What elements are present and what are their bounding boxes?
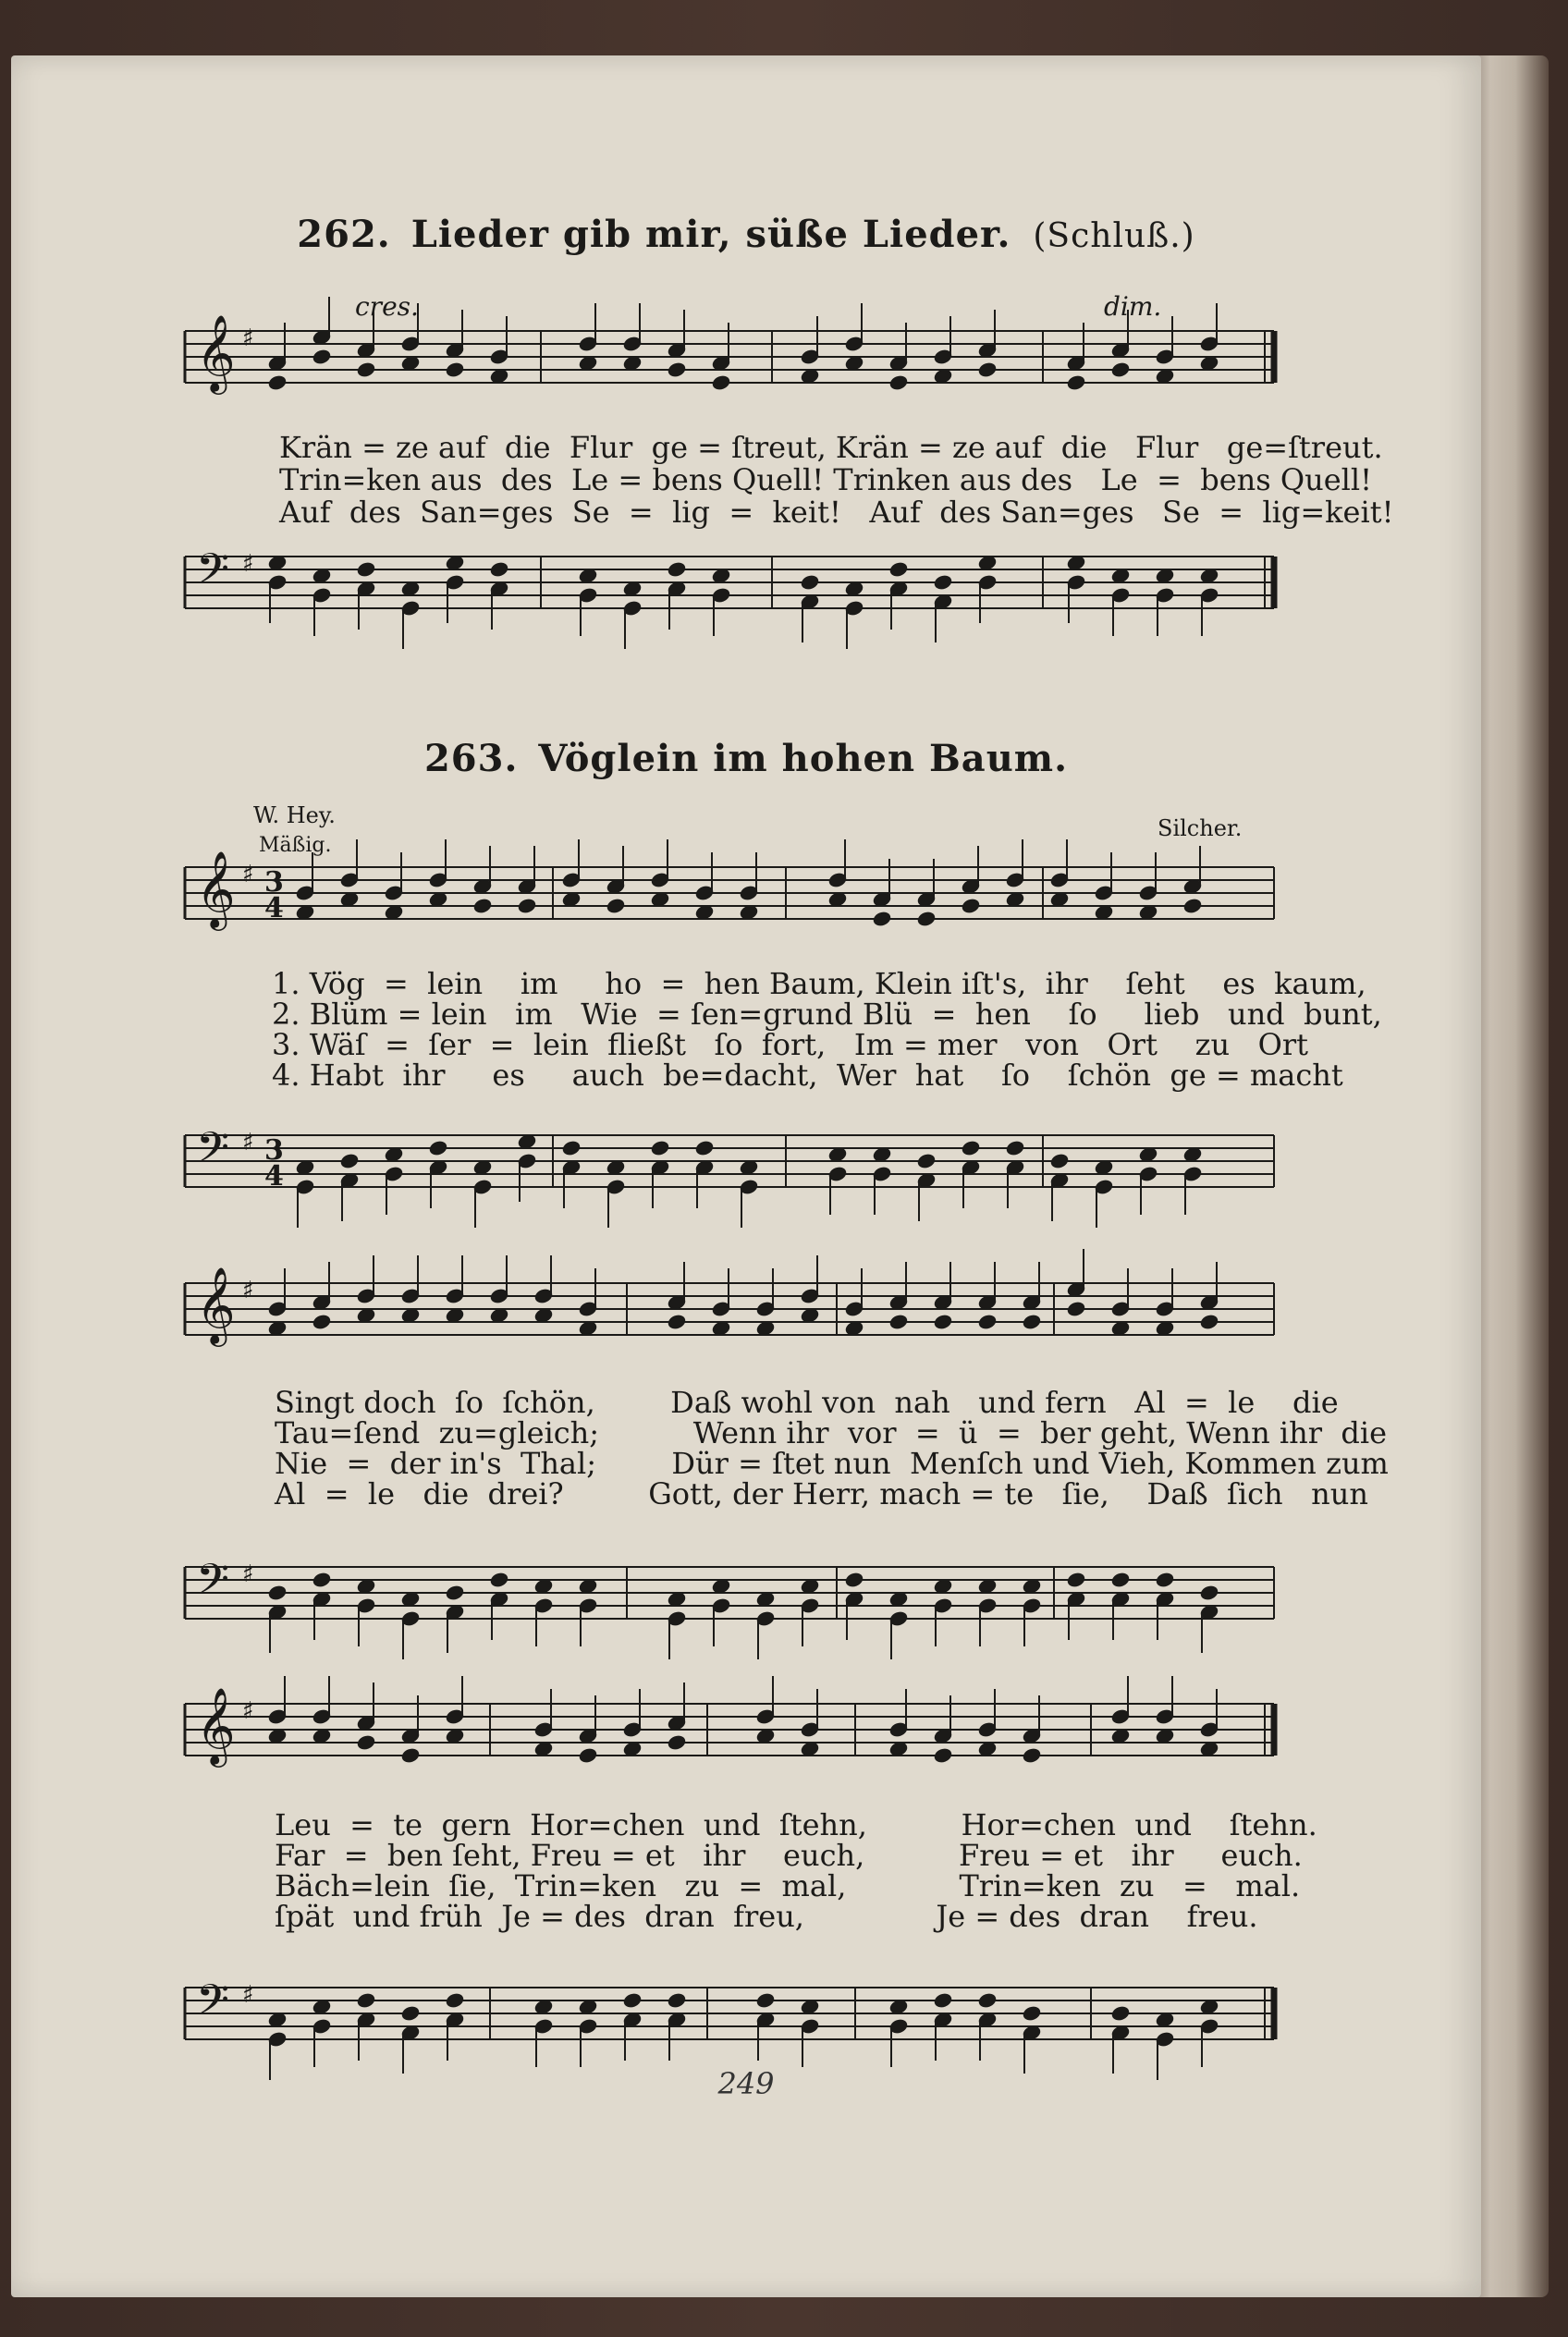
- note-head: [800, 574, 819, 591]
- note-head: [445, 1585, 464, 1601]
- note-head: [312, 1314, 331, 1330]
- notes: [267, 297, 1219, 2080]
- note-head: [933, 1992, 952, 2009]
- note-head: [489, 1572, 508, 1588]
- note-head: [1199, 1314, 1219, 1330]
- system2-lyric-verse-1: Singt doch ſo ſchön, Daß wohl von nah und fern Al = le die: [275, 1385, 1339, 1420]
- system1-lyric-verse-1: 1. Vög = lein im ho = hen Baum, Klein iſt's, ihr ſeht es kaum,: [272, 966, 1366, 1001]
- note-head: [312, 1572, 331, 1588]
- system3-lyric-verse-1: Leu = te gern Hor=chen und ſtehn, Hor=chen und ſtehn.: [275, 1807, 1317, 1842]
- dynamic-dim: dim.: [1104, 291, 1162, 322]
- system3-lyric-verse-4: ſpät und früh Je = des dran freu, Je = des dran freu.: [275, 1899, 1258, 1934]
- note-head: [1005, 1140, 1024, 1156]
- system3-lyric-verse-3: Bäch=lein ſie, Trin=ken zu = mal, Trin=ken zu = mal.: [275, 1868, 1301, 1903]
- sharp-key-signature-icon: ♯: [242, 1277, 254, 1304]
- hymn-262-title-text: Lieder gib mir, süße Lieder.: [410, 213, 1011, 256]
- page-number: 249: [717, 2066, 775, 2101]
- note-head: [977, 361, 997, 378]
- system1-lyric-verse-2: 2. Blüm = lein im Wie = ſen=grund Blü = hen ſo lieb und bunt,: [272, 997, 1382, 1032]
- note-head: [489, 561, 508, 578]
- dynamic-cres: cres.: [355, 291, 419, 322]
- note-head: [888, 1314, 908, 1330]
- note-head: [1199, 1585, 1219, 1601]
- note-head: [356, 361, 375, 378]
- hymn-262-lyric-line-2: Trin=ken aus des Le = bens Quell! Trinken aus des Le = bens Quell!: [279, 462, 1372, 497]
- hymn-262-lyric-line-3: Auf des San=ges Se = lig = keit! Auf des San=ges Se = lig=keit!: [279, 495, 1394, 530]
- note-head: [1066, 374, 1085, 391]
- system2-lyric-verse-4: Al = le die drei? Gott, der Herr, mach = te ſie, Daß ſich nun: [275, 1476, 1368, 1511]
- sharp-key-signature-icon: ♯: [242, 1560, 254, 1588]
- composer-credit: Silcher.: [1158, 815, 1243, 841]
- note-head: [961, 898, 980, 914]
- treble-clef-icon: 𝄞: [196, 313, 236, 391]
- note-head: [561, 1140, 581, 1156]
- note-head: [1049, 1153, 1069, 1169]
- hymn-262-number: 262.: [297, 213, 391, 256]
- note-head: [445, 361, 464, 378]
- note-head: [578, 1747, 597, 1764]
- note-head: [650, 1140, 669, 1156]
- note-head: [312, 349, 331, 365]
- bass-clef-icon: 𝄢: [196, 1123, 230, 1183]
- note-head: [400, 2005, 420, 2022]
- note-head: [667, 361, 686, 378]
- system1-lyric-verse-3: 3. Wäſ = ſer = lein fließt ſo fort, Im = mer von Ort zu Ort: [272, 1027, 1308, 1062]
- tempo-marking: Mäßig.: [259, 834, 332, 857]
- time-signature-bottom: 4: [264, 1160, 284, 1193]
- note-head: [1066, 1301, 1085, 1317]
- note-head: [916, 1153, 936, 1169]
- note-head: [933, 574, 952, 591]
- note-head: [517, 898, 536, 914]
- hymn-262-note: (Schluß.): [1033, 217, 1195, 255]
- system2-lyric-verse-3: Nie = der in's Thal; Dür = ſtet nun Menſch und Vieh, Kommen zum: [275, 1446, 1389, 1481]
- sharp-key-signature-icon: ♯: [242, 324, 254, 352]
- hymn-262-lyric-line-1: Krän = ze auf die Flur ge = ſtreut, Krän = ze auf die Flur ge=ſtreut.: [279, 430, 1383, 465]
- bass-clef-icon: 𝄢: [196, 544, 230, 605]
- bass-clef-icon: 𝄢: [196, 1555, 230, 1615]
- time-signature-top: 3: [264, 866, 284, 899]
- note-head: [888, 374, 908, 391]
- note-head: [339, 1153, 359, 1169]
- note-head: [1022, 1747, 1041, 1764]
- sharp-key-signature-icon: ♯: [242, 861, 254, 888]
- note-head: [933, 1314, 952, 1330]
- note-head: [1066, 1572, 1085, 1588]
- note-head: [1155, 1572, 1174, 1588]
- note-head: [977, 1314, 997, 1330]
- note-head: [267, 374, 287, 391]
- note-head: [888, 561, 908, 578]
- treble-clef-icon: 𝄞: [196, 1266, 236, 1343]
- note-head: [933, 1747, 952, 1764]
- note-head: [711, 374, 730, 391]
- system3-lyric-verse-2: Far = ben ſeht, Freu = et ihr euch, Freu = et ihr euch.: [275, 1838, 1303, 1873]
- hymn-263-title-text: Vöglein im hohen Baum.: [538, 737, 1069, 780]
- treble-clef-icon: 𝄞: [196, 1686, 236, 1764]
- note-head: [961, 1140, 980, 1156]
- note-head: [977, 1992, 997, 2009]
- note-head: [667, 1734, 686, 1751]
- note-head: [1110, 2005, 1130, 2022]
- sharp-key-signature-icon: ♯: [242, 550, 254, 578]
- note-head: [694, 1140, 714, 1156]
- note-head: [755, 1992, 775, 2009]
- time-signature-top: 3: [264, 1134, 284, 1167]
- note-head: [667, 1992, 686, 2009]
- note-head: [1022, 1314, 1041, 1330]
- note-head: [606, 898, 625, 914]
- note-head: [1182, 898, 1202, 914]
- system2-lyric-verse-2: Tau=ſend zu=gleich; Wenn ihr vor = ü = ber geht, Wenn ihr die: [275, 1415, 1387, 1450]
- note-head: [844, 1572, 864, 1588]
- note-head: [445, 1992, 464, 2009]
- note-head: [267, 1585, 287, 1601]
- lyricist-credit: W. Hey.: [253, 802, 336, 828]
- note-head: [472, 898, 492, 914]
- hymn-263-number: 263.: [423, 737, 519, 780]
- note-head: [916, 911, 936, 927]
- note-head: [622, 1992, 642, 2009]
- note-head: [667, 1314, 686, 1330]
- time-signature-bottom: 4: [264, 892, 284, 924]
- note-head: [356, 1992, 375, 2009]
- note-head: [667, 561, 686, 578]
- note-head: [1110, 1572, 1130, 1588]
- system1-lyric-verse-4: 4. Habt ihr es auch be=dacht, Wer hat ſo ſchön ge = macht: [272, 1058, 1343, 1093]
- sharp-key-signature-icon: ♯: [242, 1697, 254, 1725]
- sharp-key-signature-icon: ♯: [242, 1129, 254, 1156]
- note-head: [356, 1734, 375, 1751]
- treble-clef-icon: 𝄞: [196, 850, 236, 927]
- note-head: [1110, 361, 1130, 378]
- note-head: [428, 1140, 447, 1156]
- note-head: [1022, 2005, 1041, 2022]
- bass-clef-icon: 𝄢: [196, 1976, 230, 2036]
- sharp-key-signature-icon: ♯: [242, 1981, 254, 2009]
- note-head: [872, 911, 891, 927]
- note-head: [356, 561, 375, 578]
- note-head: [400, 1747, 420, 1764]
